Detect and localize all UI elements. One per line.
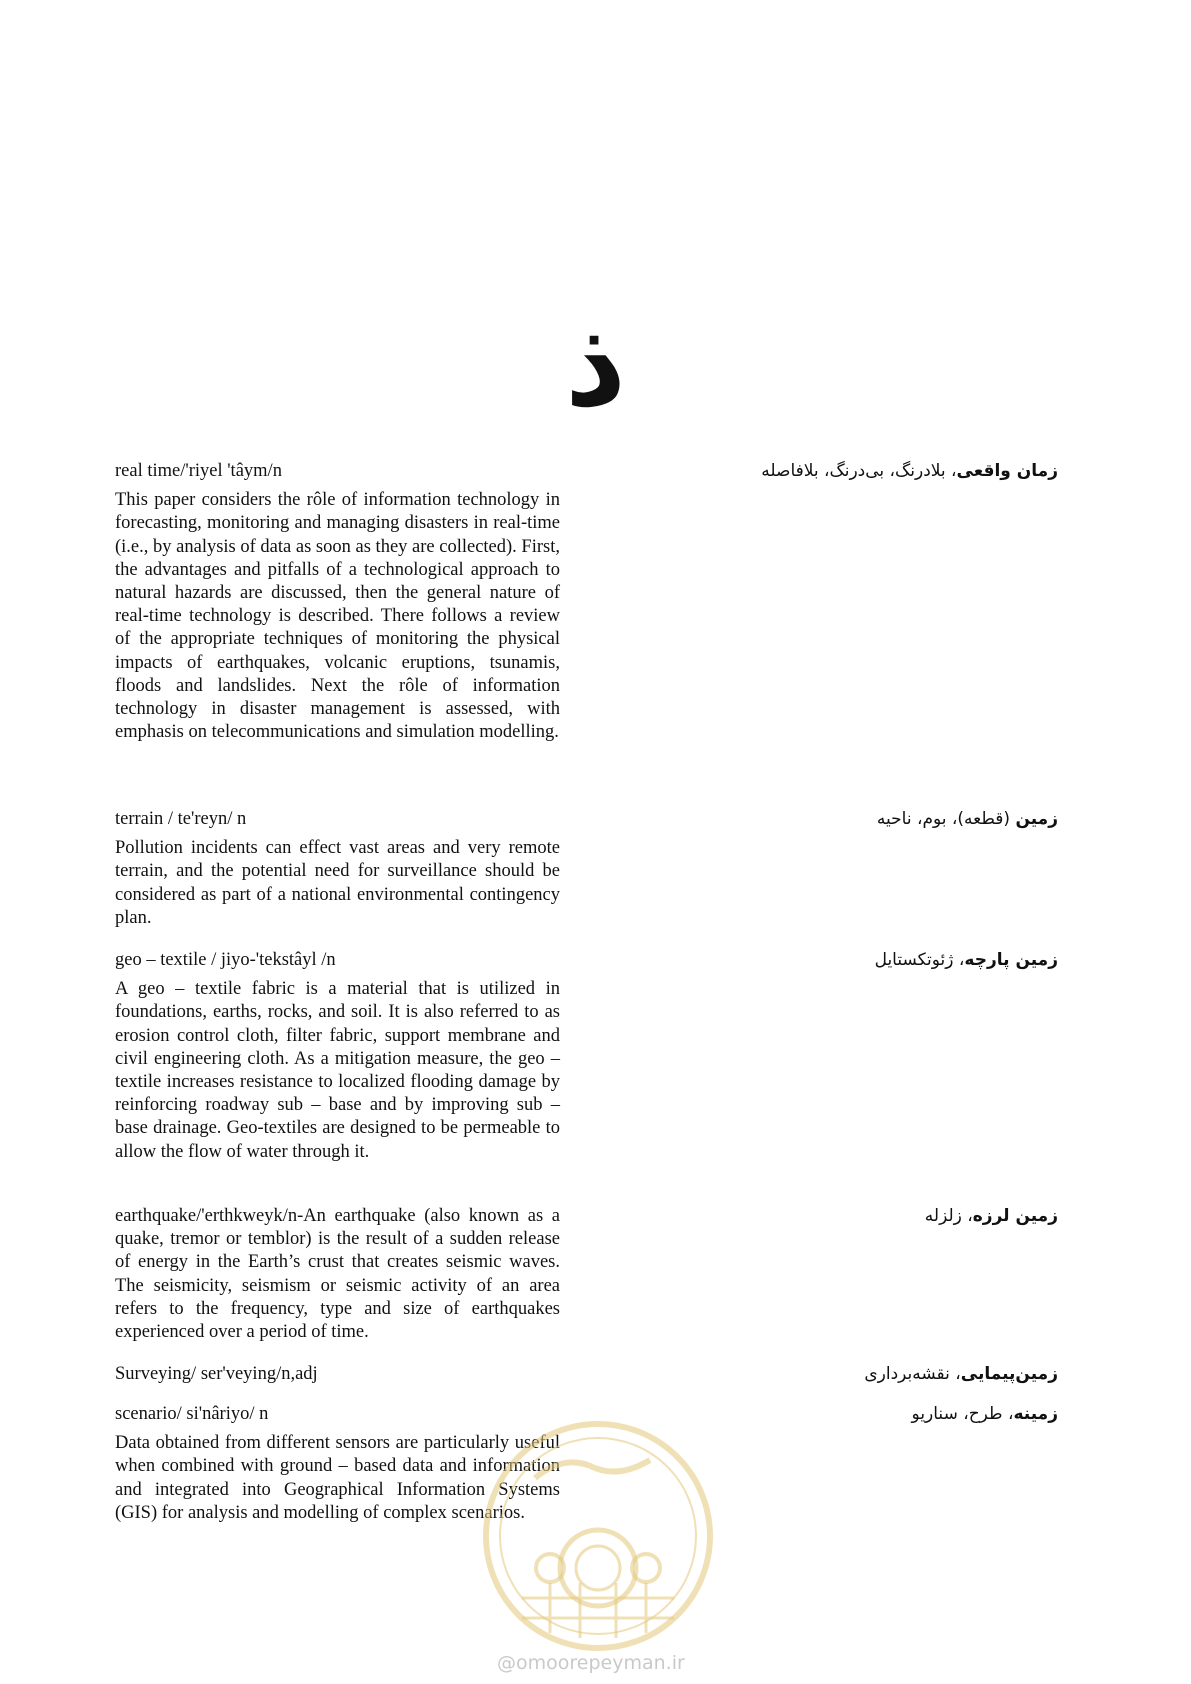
entry-headword: terrain / te'reyn/ n	[115, 809, 247, 829]
entry-english	[115, 949, 560, 1164]
persian-definition: (قطعه)، بوم، ناحیه	[876, 809, 1016, 829]
entry-persian	[618, 949, 1058, 972]
persian-term: زمان واقعی	[956, 461, 1058, 481]
persian-definition: ، طرح، سناریو	[911, 1404, 1014, 1424]
entry-definition: earthquake/'erthkweyk/n-An earthquake (also known as a quake, tremor or temblor) is the result of a sudden release of energy in the Earth’s crust that creates seismic waves. The seismicity, seismism or seismic activity of an area refers to the frequency, type and size of earthquakes experienced over a period of time.	[115, 1206, 560, 1343]
entry-definition: This paper considers the rôle of information technology in forecasting, monitoring and managing disasters in real-time (i.e., by analysis of data as soon as they are collected). First, the advantages and pitfalls of a technological approach to natural hazards are discussed, then the general nature of real-time technology is described. There follows a review of the appropriate techniques of monitoring the physical impacts of earthquakes, volcanic eruptions, tsunamis, floods and landslides. Next the rôle of information technology in disaster management is assessed, with emphasis on telecommunications and simulation modelling.	[115, 490, 560, 743]
entry-headword: scenario/ si'nâriyo/ n	[115, 1404, 269, 1424]
persian-term: زمینه	[1013, 1404, 1058, 1424]
persian-term: زمین لرزه	[972, 1206, 1058, 1226]
persian-definition: ، بلادرنگ، بی‌درنگ، بلافاصله	[761, 461, 957, 481]
entry-persian	[618, 1363, 1058, 1386]
persian-definition: ، نقشه‌برداری	[864, 1364, 961, 1384]
persian-definition: ، زلزله	[924, 1206, 973, 1226]
entry-persian	[618, 460, 1058, 483]
persian-term: زمین	[1015, 809, 1058, 829]
persian-definition: ، ژئوتکستایل	[874, 950, 965, 970]
entry-english	[115, 1363, 560, 1392]
entry-english	[115, 1205, 560, 1344]
entry-headword: Surveying/ ser'veying/n,adj	[115, 1364, 318, 1384]
entry-definition: A geo – textile fabric is a material that is utilized in foundations, earths, rocks, and soil. It is also referred to as erosion control cloth, filter fabric, support membrane and civil engineering cloth. As a mitigation measure, the geo – textile increases resistance to localized flooding damage by reinforcing roadway sub – base and by improving sub – base drainage. Geo-textiles are designed to be permeable to allow the flow of water through it.	[115, 979, 560, 1162]
entry-persian	[618, 808, 1058, 831]
persian-term: زمین پارچه	[964, 950, 1058, 970]
persian-term: زمین‌پیمایی	[960, 1364, 1058, 1384]
entry-definition: Pollution incidents can effect vast areas and very remote terrain, and the potential need for surveillance should be considered as part of a national environmental contingency plan.	[115, 838, 560, 928]
section-letter: ذ	[564, 295, 627, 434]
watermark-caption: @omoorepeyman.ir	[497, 1652, 685, 1674]
entry-headword: real time/'riyel 'tâym/n	[115, 461, 282, 481]
entry-english	[115, 808, 560, 930]
entry-persian	[618, 1403, 1058, 1426]
entry-english	[115, 460, 560, 744]
entry-english	[115, 1403, 560, 1525]
entry-persian	[618, 1205, 1058, 1228]
entry-headword: geo – textile / jiyo-'tekstâyl /n	[115, 950, 336, 970]
entry-definition: Data obtained from different sensors are particularly useful when combined with ground – based data and information and integrated into Geographical Information Systems (GIS) for analysis and modelling of complex scenarios.	[115, 1433, 560, 1523]
